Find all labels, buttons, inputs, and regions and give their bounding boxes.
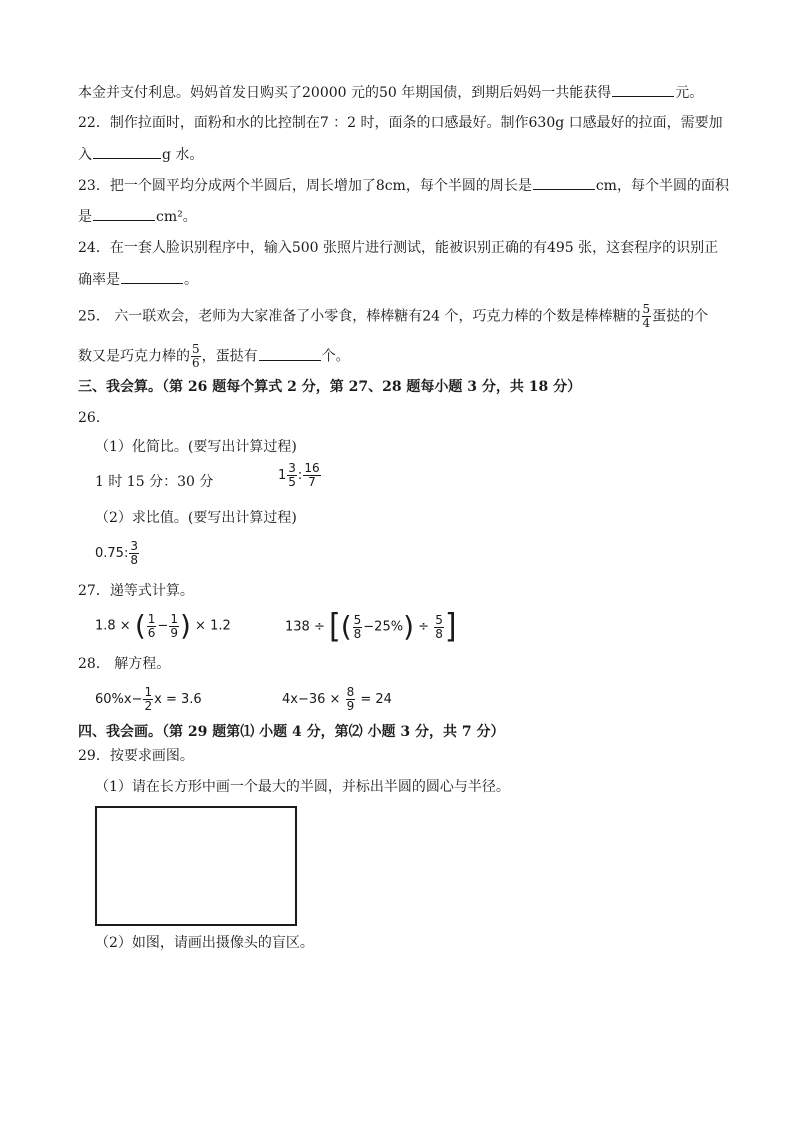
q22-line2 [78,144,203,165]
fraction-3-5 [287,462,297,489]
fraction-denominator: 5 [288,475,296,489]
right-bracket: ] [444,607,457,646]
q26-1-expr-a: 1 时 15 分：30 分 [95,474,214,490]
q23-line1 [78,175,729,196]
q25-fraction-5-6 [191,343,201,370]
q24-line2 [78,269,198,290]
q27-expr-b [285,607,457,646]
q23-line2-end: cm²。 [156,209,197,225]
divide-sign: ÷ [418,619,430,635]
fraction-numerator: 1 [147,611,156,626]
fraction-denominator: 8 [130,553,138,567]
q28-equation-a [95,686,202,713]
fraction-numerator: 8 [346,685,355,699]
q25-line1-text: 25． 六一联欢会，老师为大家准备了小零食，棒棒糖有24 个，巧克力棒的个数是棒棒糖的 [78,308,641,325]
fraction-denominator: 9 [346,699,355,713]
q24-line2-end: 。 [184,272,198,288]
q25-line2-mid: ，蛋挞有 [201,348,258,365]
q26-part2-label: （2）求比值。(要写出计算过程) [95,510,297,526]
q25-line2 [78,343,350,370]
fraction-numerator: 5 [192,342,200,356]
ratio-left: 0.75: [95,546,129,561]
fraction-numerator: 5 [642,302,651,316]
fraction-16-7 [303,462,320,489]
fraction-1-2 [143,686,153,713]
expr-prefix: 138 ÷ [285,619,325,635]
q22-line2-start: 入 [78,147,92,163]
minus-sign: − [157,618,169,634]
fraction-denominator: 6 [147,625,156,640]
q21-answer-blank[interactable] [612,82,674,97]
fraction-denominator: 8 [435,626,443,641]
fraction-numerator: 5 [353,612,362,627]
q21-tail-line [78,82,703,103]
expr-prefix: 1.8 × [95,618,131,634]
equation-prefix: 4x−36 × [282,692,341,707]
q25-line1-end: 蛋挞的个 [652,308,709,325]
q28-equation-b [282,686,392,713]
fraction-8-9 [346,686,356,713]
fraction-5-8 [353,614,363,641]
q29-part2: （2）如图，请画出摄像头的盲区。 [95,935,314,951]
ratio-colon: : [297,468,303,483]
q27-label: 27．递等式计算。 [78,583,194,599]
fraction-denominator: 8 [353,626,362,641]
q23-line1-text: 23．把一个圆平均分成两个半圆后，周长增加了8cm，每个半圆的周长是 [78,178,532,194]
q29-label: 29．按要求画图。 [78,748,194,764]
fraction-denominator: 6 [192,356,200,370]
fraction-3-8 [129,540,139,567]
equation-suffix: x = 3.6 [154,692,202,707]
q23-area-blank[interactable] [93,206,155,221]
q23-line2 [78,206,197,227]
equation-suffix: = 24 [360,692,392,707]
drawing-rectangle[interactable] [95,806,297,926]
q29-part1: （1）请在长方形中画一个最大的半圆，并标出半圆的圆心与半径。 [95,779,510,795]
equation-prefix: 60%x− [95,692,143,707]
left-paren: ( [134,609,146,642]
expr-suffix: × 1.2 [195,618,231,634]
fraction-denominator: 2 [144,699,153,713]
fraction-numerator: 3 [288,461,296,475]
fraction-numerator: 1 [170,611,178,626]
section3-heading: 三、我会算。（第 26 题每个算式 2 分，第 27、28 题每小题 3 分，共 18 分） [78,379,582,395]
q24-line2-start: 确率是 [78,272,120,288]
q26-label: 26． [78,410,110,426]
q24-line1: 24．在一套人脸识别程序中，输入500 张照片进行测试，能被识别正确的有495 张，这套程序的识别正 [78,240,719,256]
fraction-denominator: 7 [308,475,316,489]
fraction-denominator: 4 [642,316,651,330]
q26-1-expr-b [278,462,322,489]
right-paren: ) [179,609,191,642]
q23-line2-start: 是 [78,209,92,225]
fraction-numerator: 1 [144,685,153,699]
minus-percent: −25% [363,619,404,635]
mixed-number-whole: 1 [278,468,287,483]
q25-fraction-5-4 [642,303,652,330]
fraction-numerator: 3 [130,539,138,553]
fraction-5-8-second [434,614,444,641]
q22-line2-end: g 水。 [162,147,204,163]
fraction-numerator: 5 [435,612,443,627]
q25-line1 [78,303,708,330]
q28-label: 28． 解方程。 [78,656,171,672]
fraction-denominator: 9 [170,625,178,640]
q25-line2-end: 个。 [321,348,350,365]
q21-tail-text: 本金并支付利息。妈妈首发日购买了20000 元的50 年期国债，到期后妈妈一共能获得 [78,85,612,101]
q26-2-expr [95,540,140,567]
q25-line2-text: 数又是巧克力棒的 [78,348,190,365]
left-bracket: [ [328,607,341,646]
q27-expr-a [95,609,231,642]
q26-part1-label: （1）化简比。(要写出计算过程) [95,439,297,455]
right-paren: ) [403,610,415,643]
q21-tail-end: 元。 [675,85,704,101]
q23-line1-end: cm，每个半圆的面积 [595,178,729,194]
q23-perimeter-blank[interactable] [533,175,595,190]
left-paren: ( [340,610,352,643]
q22-line1: 22．制作拉面时，面粉和水的比控制在7 ：2 时，面条的口感最好。制作630g 口感最好的拉面，需要加 [78,115,723,131]
fraction-1-6 [147,613,157,640]
fraction-1-9 [169,613,179,640]
q24-answer-blank[interactable] [121,269,183,284]
q22-answer-blank[interactable] [93,144,161,159]
section4-heading: 四、我会画。（第 29 题第⑴ 小题 4 分，第⑵ 小题 3 分，共 7 分） [78,724,505,740]
fraction-numerator: 16 [304,461,320,475]
q25-answer-blank[interactable] [259,346,321,361]
